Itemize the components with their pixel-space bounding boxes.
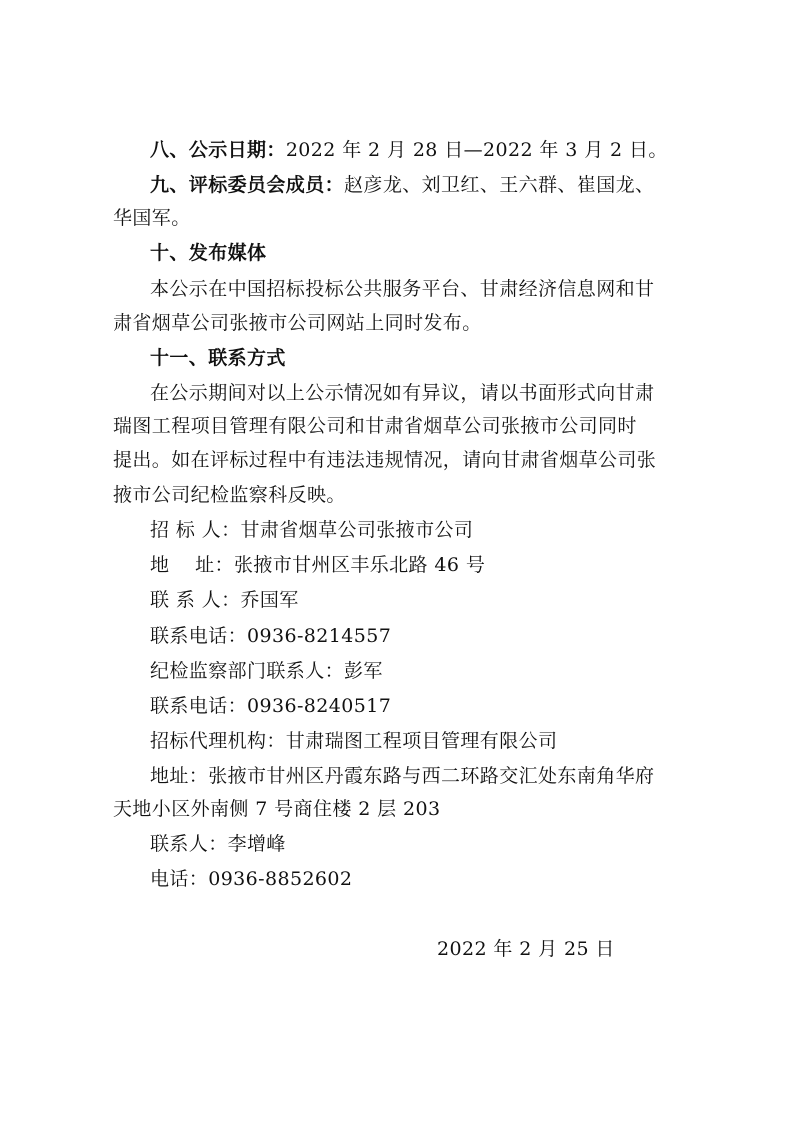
section-10-body-line1: 本公示在中国招标投标公共服务平台、甘肃经济信息网和甘 — [150, 278, 655, 300]
section-10-heading: 十、发布媒体 — [150, 242, 267, 264]
section-9-heading: 九、评标委员会成员： — [150, 174, 345, 196]
section-8-heading: 八、公示日期： — [150, 139, 286, 161]
discipline-contact-line: 纪检监察部门联系人：彭军 — [150, 660, 383, 682]
section-11-body-line2: 瑞图工程项目管理有限公司和甘肃省烟草公司张掖市公司同时 — [113, 415, 637, 437]
section-10-body-line2: 肃省烟草公司张掖市公司网站上同时发布。 — [113, 312, 482, 334]
agency-line: 招标代理机构：甘肃瑞图工程项目管理有限公司 — [150, 730, 558, 752]
agency-phone-line: 电话：0936-8852602 — [150, 868, 353, 890]
section-11-body-line1: 在公示期间对以上公示情况如有异议，请以书面形式向甘肃 — [150, 382, 655, 404]
address-line — [150, 553, 485, 577]
section-11-heading: 十一、联系方式 — [150, 347, 286, 369]
address-text: 地 址：张掖市甘州区丰乐北路 46 号 — [150, 554, 486, 576]
section-9-line — [150, 173, 654, 197]
section-9-text-line2: 华国军。 — [113, 207, 191, 229]
agency-address-line1: 地址：张掖市甘州区丹霞东路与西二环路交汇处东南角华府 — [150, 765, 655, 787]
tenderer-line: 招 标 人：甘肃省烟草公司张掖市公司 — [150, 519, 474, 541]
agency-address-line2: 天地小区外南侧 7 号商住楼 2 层 203 — [113, 798, 441, 820]
document-date: 2022 年 2 月 25 日 — [437, 938, 615, 960]
agency-contact-line: 联系人：李增峰 — [150, 833, 286, 855]
section-11-body-line4: 掖市公司纪检监察科反映。 — [113, 484, 346, 506]
phone2-line: 联系电话：0936-8240517 — [150, 695, 392, 717]
section-8-line — [150, 138, 668, 162]
section-9-text: 赵彦龙、刘卫红、王六群、崔国龙、 — [344, 174, 655, 196]
contact-person-line: 联 系 人：乔国军 — [150, 589, 299, 611]
section-8-text: 2022 年 2 月 28 日—2022 年 3 月 2 日。 — [285, 139, 668, 161]
section-11-body-line3: 提出。如在评标过程中有违法违规情况，请向甘肃省烟草公司张 — [113, 449, 657, 471]
phone1-line: 联系电话：0936-8214557 — [150, 625, 392, 647]
